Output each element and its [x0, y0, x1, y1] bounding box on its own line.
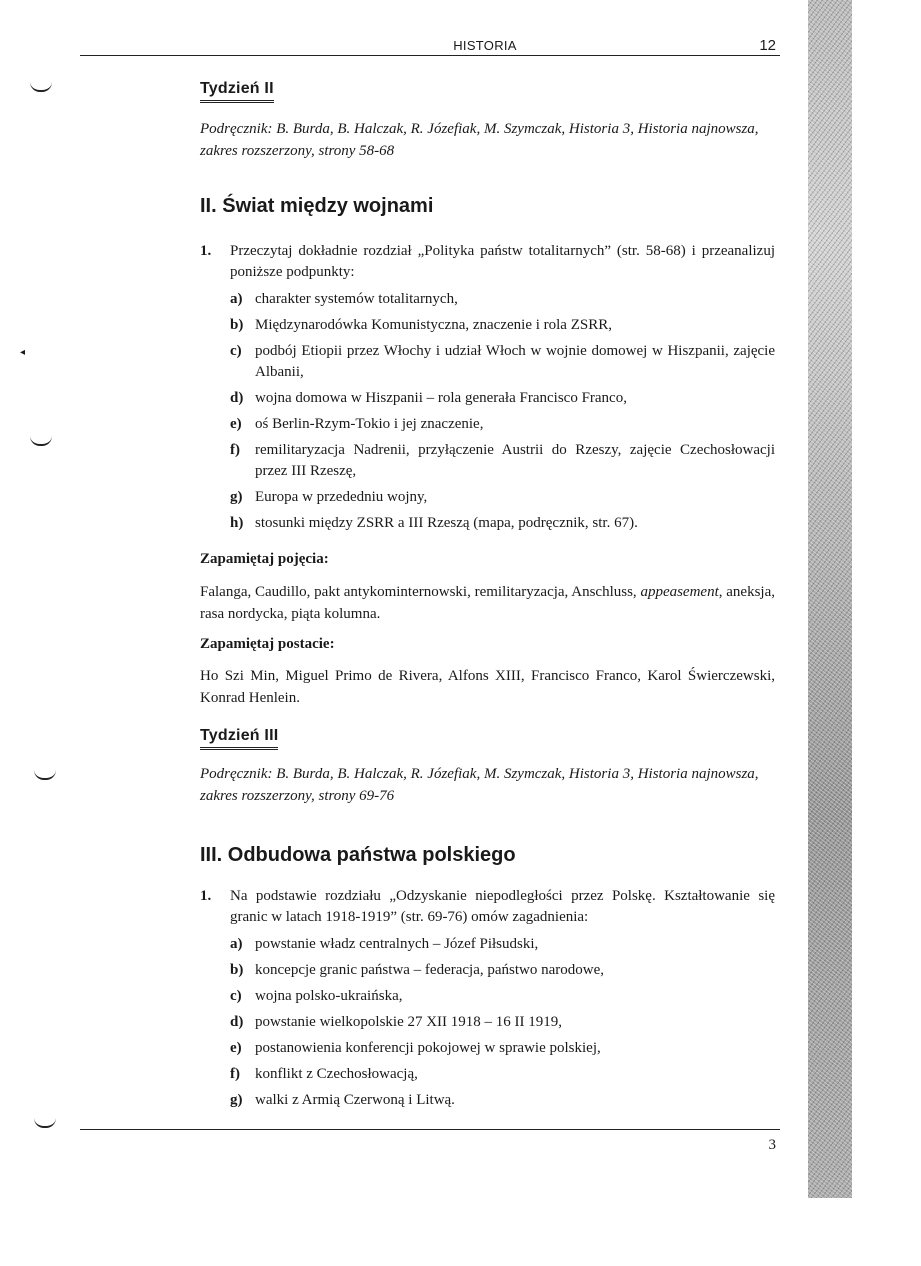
margin-dot: ◂ [20, 347, 26, 358]
running-header-page-number: 12 [759, 37, 776, 54]
subitem-list [230, 934, 775, 1111]
textbook-reference: Podręcznik: B. Burda, B. Halczak, R. Józefiak, M. Szymczak, Historia 3, Historia najnowsza, zakres rozszerzony, strony 58-68 [200, 121, 759, 159]
subitem-text: koncepcje granic państwa – federacja, państwo narodowe, [255, 962, 605, 978]
running-header-title: HISTORIA [453, 38, 517, 53]
subitem-text: podbój Etiopii przez Włochy i udział Włoch w wojnie domowej w Hiszpanii, zajęcie Albanii, [255, 343, 775, 380]
subitem [230, 388, 775, 409]
subitem [230, 341, 775, 383]
footer-page-number: 3 [768, 1137, 776, 1153]
subitem-text: stosunki między ZSRR a III Rzeszą (mapa, podręcznik, str. 67). [255, 515, 638, 531]
task-number: 1. [200, 243, 212, 259]
subitem-letter: e) [230, 416, 242, 432]
margin-mark [30, 82, 52, 92]
subitem-letter: d) [230, 390, 244, 406]
subitem-text: powstanie wielkopolskie 27 XII 1918 – 16 II 1919, [255, 1014, 563, 1030]
subitem [230, 934, 775, 955]
subitem-text: walki z Armią Czerwoną i Litwą. [255, 1092, 455, 1108]
subitem [230, 414, 775, 435]
people-text: Ho Szi Min, Miguel Primo de Rivera, Alfons XIII, Francisco Franco, Karol Świerczewski, Konrad Henlein. [200, 668, 775, 706]
subitem-letter: a) [230, 936, 243, 952]
subitem-letter: c) [230, 343, 242, 359]
subitem-letter: g) [230, 1092, 243, 1108]
concepts-text-end: , aneksja, rasa nordycka, piąta kolumna. [200, 584, 775, 622]
header-rule [80, 55, 780, 56]
subitem-text: postanowienia konferencji pokojowej w sprawie polskiej, [255, 1040, 601, 1056]
subitem-letter: b) [230, 962, 244, 978]
subitem-letter: d) [230, 1014, 244, 1030]
subitem-letter: b) [230, 317, 244, 333]
task-number: 1. [200, 888, 212, 904]
margin-mark [30, 436, 52, 446]
subitem-text: powstanie władz centralnych – Józef Piłsudski, [255, 936, 539, 952]
subitem-text: Międzynarodówka Komunistyczna, znaczenie i rola ZSRR, [255, 317, 612, 333]
subitem-letter: e) [230, 1040, 242, 1056]
subitem-text: Europa w przededniu wojny, [255, 489, 428, 505]
scanned-page-edge-lower [808, 1198, 852, 1266]
subitem [230, 960, 775, 981]
week-label: Tydzień II [200, 80, 274, 103]
section-title: II. Świat między wojnami [200, 195, 434, 217]
subitem [230, 1038, 775, 1059]
footer-rule [80, 1129, 780, 1130]
subitem-list [230, 289, 775, 534]
subitem-text: charakter systemów totalitarnych, [255, 291, 458, 307]
subitem [230, 289, 775, 310]
subitem-letter: a) [230, 291, 243, 307]
subitem-letter: c) [230, 988, 242, 1004]
margin-mark [34, 1118, 56, 1128]
subitem [230, 440, 775, 482]
subitem [230, 1090, 775, 1111]
subitem [230, 513, 775, 534]
concepts-text-italic: appeasement [640, 584, 719, 600]
task [200, 241, 775, 539]
subitem-text: wojna polsko-ukraińska, [255, 988, 403, 1004]
concepts-heading: Zapamiętaj pojęcia: [200, 551, 329, 567]
week-label: Tydzień III [200, 727, 278, 750]
task-text: Na podstawie rozdziału „Odzyskanie niepodległości przez Polskę. Kształtowanie się granic w latach 1918-1919” (str. 69-76) omów zagadnienia: [230, 888, 775, 925]
subitem [230, 986, 775, 1007]
subitem-text: oś Berlin-Rzym-Tokio i jej znaczenie, [255, 416, 484, 432]
subitem [230, 315, 775, 336]
scanned-page-edge [808, 0, 852, 1198]
subitem-text: konflikt z Czechosłowacją, [255, 1066, 418, 1082]
textbook-reference: Podręcznik: B. Burda, B. Halczak, R. Józefiak, M. Szymczak, Historia 3, Historia najnowsza, zakres rozszerzony, strony 69-76 [200, 766, 759, 804]
subitem-letter: h) [230, 515, 244, 531]
section-title: III. Odbudowa państwa polskiego [200, 844, 516, 866]
subitem-text: wojna domowa w Hiszpanii – rola generała Francisco Franco, [255, 390, 627, 406]
people-heading: Zapamiętaj postacie: [200, 636, 335, 652]
margin-mark [34, 770, 56, 780]
subitem-letter: g) [230, 489, 243, 505]
subitem [230, 487, 775, 508]
subitem-letter: f) [230, 442, 240, 458]
concepts-text [200, 581, 775, 625]
task [200, 886, 775, 1116]
task-text: Przeczytaj dokładnie rozdział „Polityka państw totalitarnych” (str. 58-68) i przeanalizuj poniższe podpunkty: [230, 243, 775, 280]
subitem [230, 1064, 775, 1085]
subitem-text: remilitaryzacja Nadrenii, przyłączenie Austrii do Rzeszy, zajęcie Czechosłowacji przez III Rzeszę, [255, 442, 775, 479]
concepts-text-start: Falanga, Caudillo, pakt antykominternowski, remilitaryzacja, Anschluss, [200, 584, 641, 600]
subitem-letter: f) [230, 1066, 240, 1082]
subitem [230, 1012, 775, 1033]
